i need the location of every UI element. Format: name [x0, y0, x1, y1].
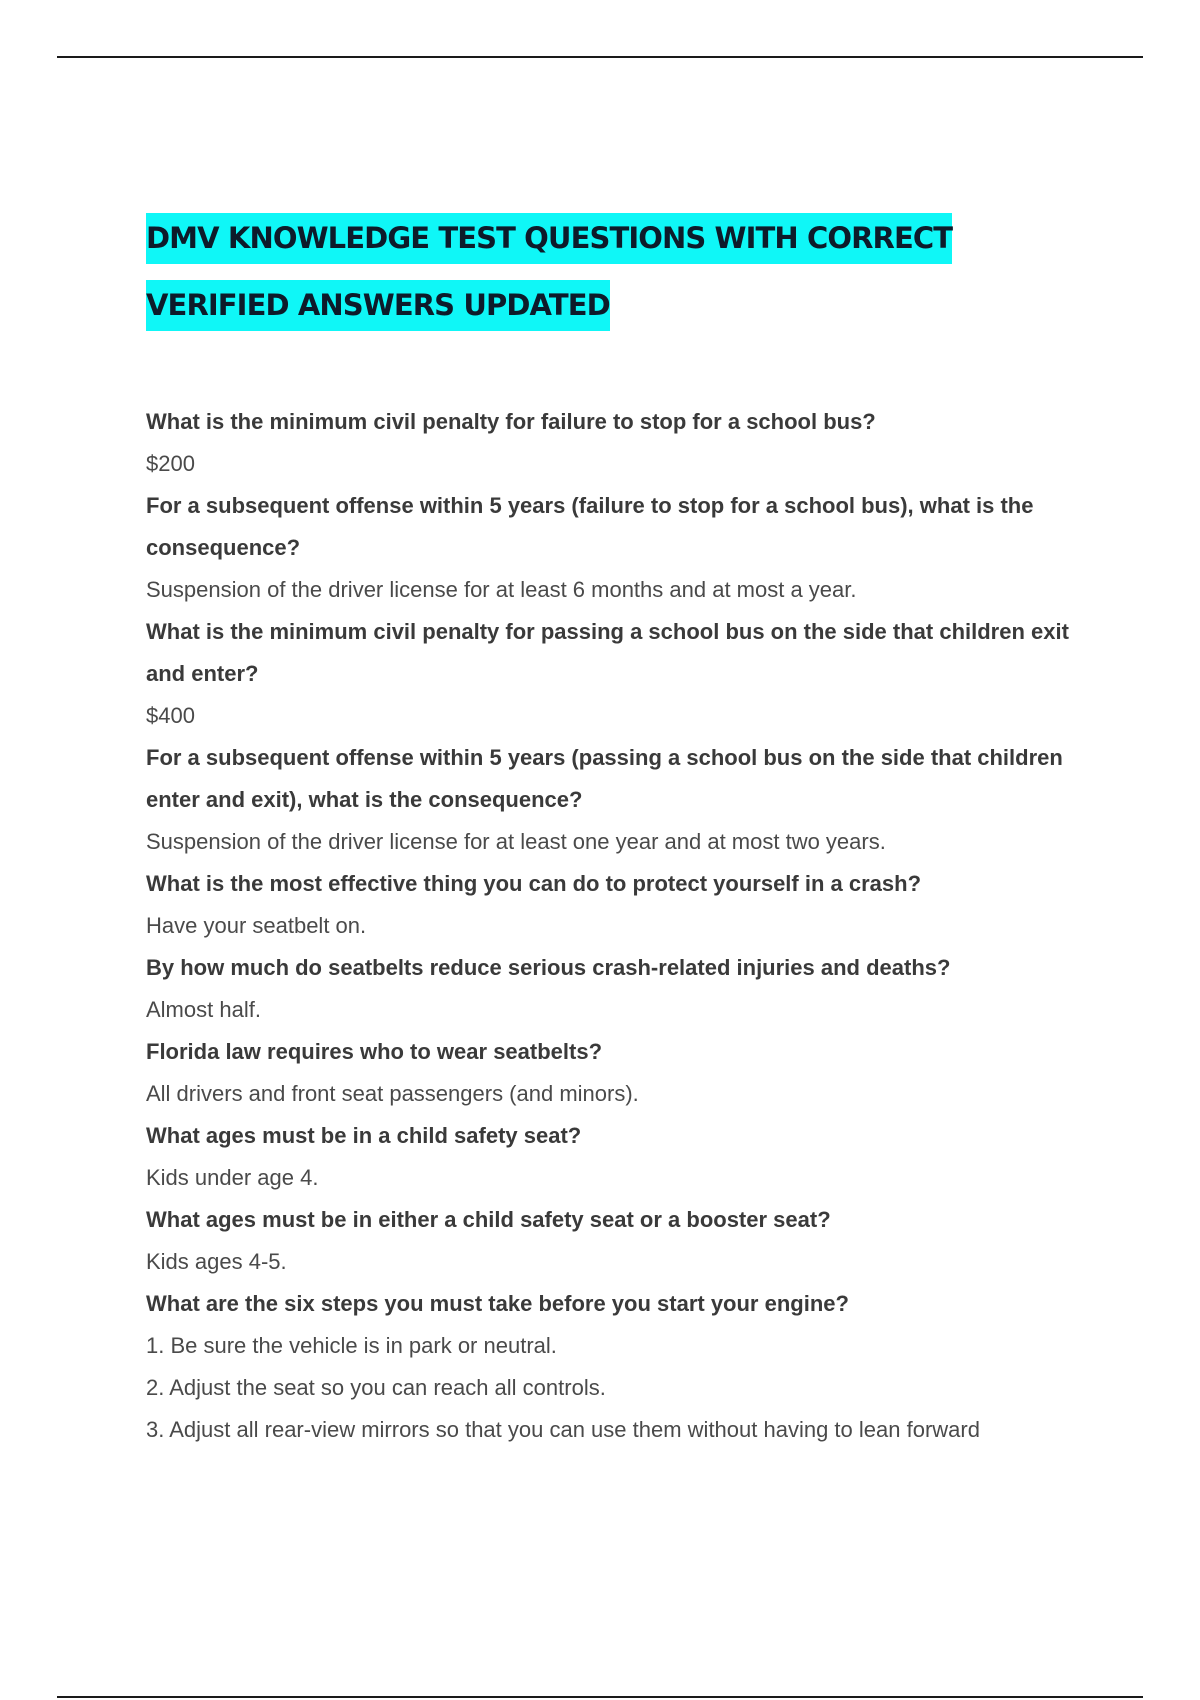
answer-step: 2. Adjust the seat so you can reach all controls. [146, 1375, 606, 1400]
qa-item [146, 401, 1086, 485]
answer-step: 3. Adjust all rear-view mirrors so that you can use them without having to lean forward [146, 1417, 980, 1442]
qa-item [146, 947, 1086, 1031]
document-title [146, 205, 1086, 339]
question: What ages must be in either a child safety seat or a booster seat? [146, 1207, 831, 1232]
question: What is the minimum civil penalty for passing a school bus on the side that children exit and enter? [146, 619, 1069, 686]
question: By how much do seatbelts reduce serious crash-related injuries and deaths? [146, 955, 951, 980]
question: Florida law requires who to wear seatbelts? [146, 1039, 603, 1064]
answer: $200 [146, 451, 195, 476]
answer: Suspension of the driver license for at least 6 months and at most a year. [146, 577, 857, 602]
qa-item [146, 1115, 1086, 1199]
qa-item [146, 1283, 1086, 1451]
question: What is the most effective thing you can do to protect yourself in a crash? [146, 871, 922, 896]
question: For a subsequent offense within 5 years (passing a school bus on the side that children enter and exit), what is the consequence? [146, 745, 1063, 812]
answer: Almost half. [146, 997, 261, 1022]
answer-step: 1. Be sure the vehicle is in park or neutral. [146, 1333, 557, 1358]
title-highlight: DMV KNOWLEDGE TEST QUESTIONS WITH CORRECT VERIFIED ANSWERS UPDATED [146, 213, 952, 331]
qa-item [146, 485, 1086, 611]
question: What are the six steps you must take before you start your engine? [146, 1291, 849, 1316]
qa-item [146, 737, 1086, 863]
question: What is the minimum civil penalty for failure to stop for a school bus? [146, 409, 876, 434]
qa-item [146, 1031, 1086, 1115]
top-divider [57, 56, 1143, 58]
qa-item [146, 863, 1086, 947]
qa-item [146, 1199, 1086, 1283]
document-body [146, 205, 1086, 1451]
question: For a subsequent offense within 5 years (failure to stop for a school bus), what is the consequence? [146, 493, 1034, 560]
answer: Have your seatbelt on. [146, 913, 367, 938]
answer: Kids ages 4-5. [146, 1249, 287, 1274]
qa-item [146, 611, 1086, 737]
bottom-divider [57, 1696, 1143, 1698]
answer: $400 [146, 703, 195, 728]
answer: Suspension of the driver license for at least one year and at most two years. [146, 829, 886, 854]
question: What ages must be in a child safety seat? [146, 1123, 582, 1148]
answer: Kids under age 4. [146, 1165, 319, 1190]
answer: All drivers and front seat passengers (and minors). [146, 1081, 639, 1106]
